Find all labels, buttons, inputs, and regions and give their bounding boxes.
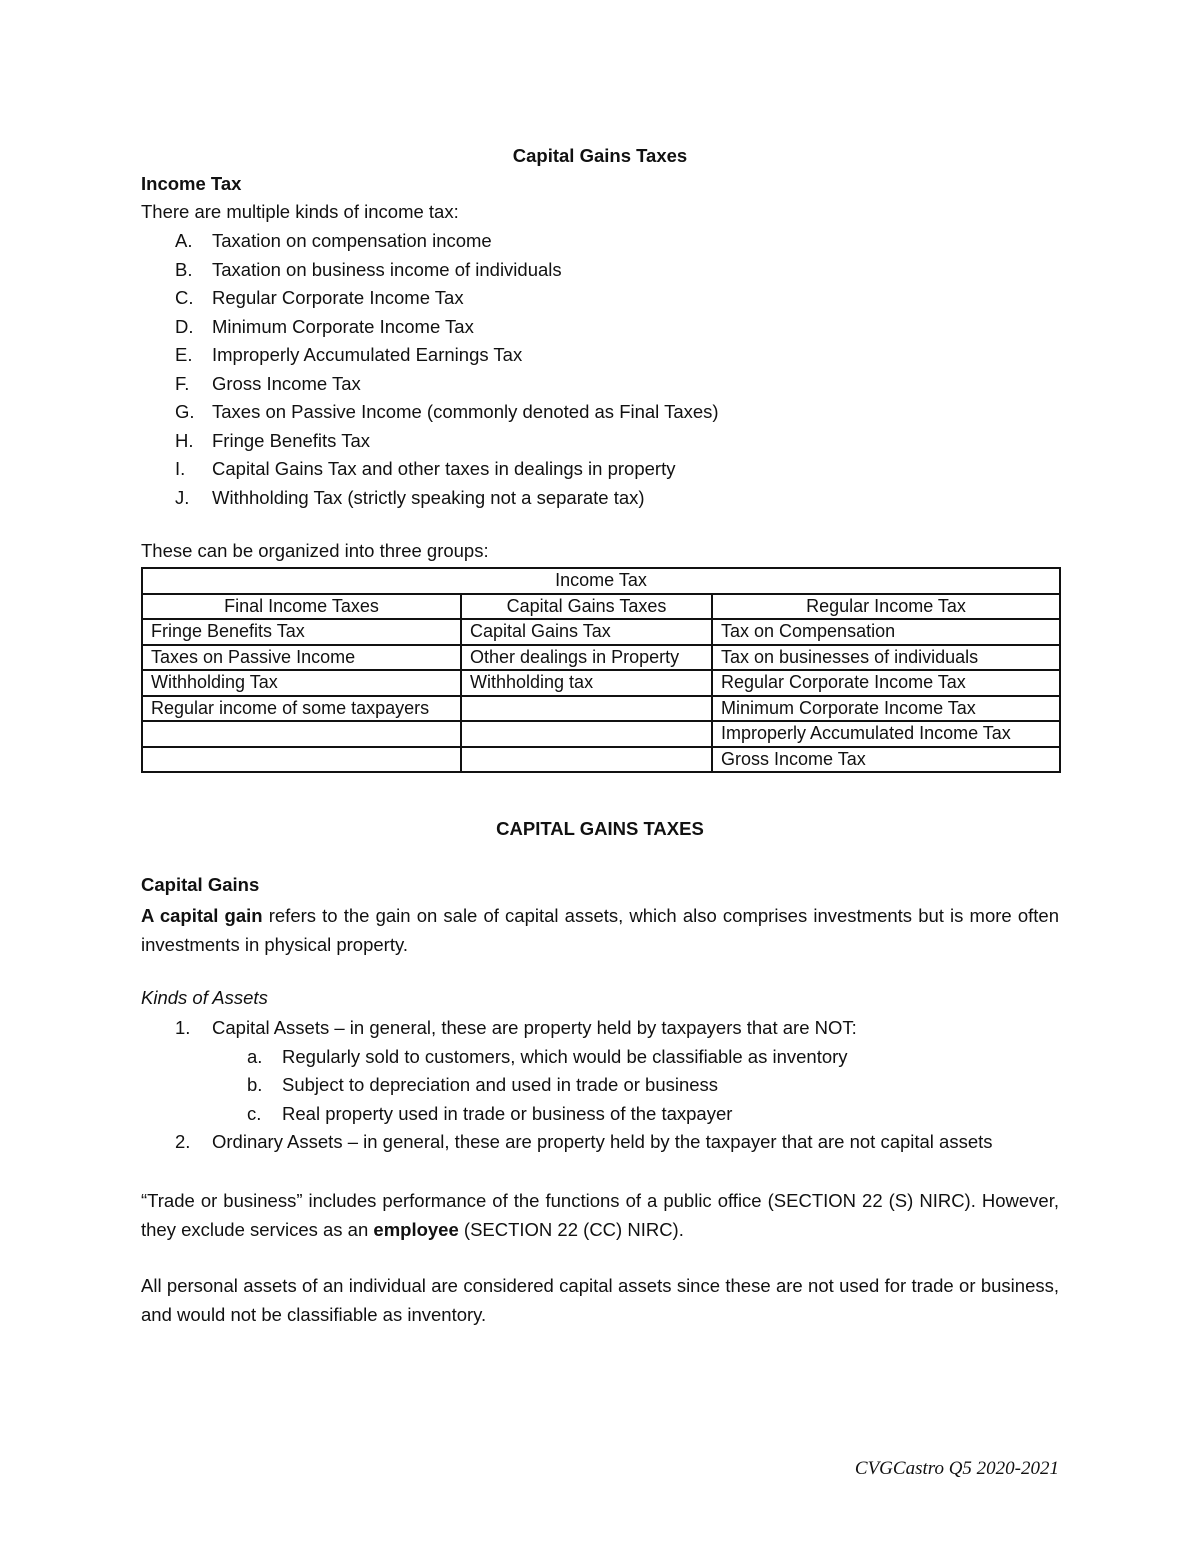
list-text: Fringe Benefits Tax — [212, 429, 371, 451]
definition-article: A — [141, 905, 160, 926]
table-cell: Capital Gains Tax — [461, 619, 712, 645]
sub-list-marker: a. — [247, 1045, 263, 1067]
table-cell: Fringe Benefits Tax — [142, 619, 461, 645]
list-marker: 2. — [175, 1131, 191, 1152]
table-cell: Withholding tax — [461, 670, 712, 696]
groups-intro: These can be organized into three groups: — [141, 540, 489, 561]
page-footer: CVGCastro Q5 2020-2021 — [854, 1458, 1059, 1479]
table-cell: Gross Income Tax — [712, 747, 1060, 773]
income-tax-intro: There are multiple kinds of income tax: — [141, 201, 459, 222]
table-cell — [142, 747, 461, 773]
table-row — [142, 696, 1060, 722]
kinds-of-assets-heading: Kinds of Assets — [141, 987, 268, 1008]
table-cell — [142, 721, 461, 747]
table-cell — [461, 721, 712, 747]
list-text: Capital Assets – in general, these are property held by taxpayers that are NOT: — [212, 1017, 857, 1038]
table-row — [142, 747, 1060, 773]
list-text: Capital Gains Tax and other taxes in dealings in property — [212, 458, 676, 479]
list-marker: I. — [175, 458, 186, 479]
table-cell: Regular income of some taxpayers — [142, 696, 461, 722]
list-marker: D. — [175, 315, 194, 337]
list-text: Improperly Accumulated Earnings Tax — [212, 344, 523, 365]
list-text: Withholding Tax (strictly speaking not a separate tax) — [212, 486, 645, 508]
definition-text: refers to the gain on sale of capital assets, which also comprises investments but is more often investments in physical property. — [141, 905, 1059, 955]
list-marker: H. — [175, 429, 194, 451]
table-row — [142, 645, 1060, 671]
sub-list-marker: b. — [247, 1074, 263, 1095]
list-text: Taxation on compensation income — [212, 230, 492, 251]
list-marker: A. — [175, 230, 193, 251]
sub-list-text: Subject to depreciation and used in trade or business — [282, 1074, 719, 1095]
list-text: Ordinary Assets – in general, these are property held by the taxpayer that are not capital assets — [212, 1131, 993, 1152]
capital-gain-definition — [141, 902, 1059, 959]
table-cell: Minimum Corporate Income Tax — [712, 696, 1060, 722]
income-tax-groups-table — [141, 567, 1061, 773]
table-row — [142, 619, 1060, 645]
table-cell: Tax on Compensation — [712, 619, 1060, 645]
list-marker: B. — [175, 258, 193, 280]
table-cell: Improperly Accumulated Income Tax — [712, 721, 1060, 747]
sub-list-text: Regularly sold to customers, which would be classifiable as inventory — [282, 1045, 848, 1067]
sub-list-text: Real property used in trade or business of the taxpayer — [282, 1102, 733, 1124]
paragraph-text: (SECTION 22 (CC) NIRC). — [458, 1218, 684, 1240]
table-cell: Withholding Tax — [142, 670, 461, 696]
list-text: Taxes on Passive Income (commonly denoted as Final Taxes) — [212, 401, 719, 422]
column-header: Final Income Taxes — [142, 594, 461, 620]
list-marker: G. — [175, 401, 195, 422]
section-title: CAPITAL GAINS TAXES — [496, 818, 704, 839]
paragraph-text: “Trade or business” includes performance of the functions of a public office (SECTION 22 (S) NIRC). However, they exclude services as an — [141, 1190, 1059, 1240]
list-text: Gross Income Tax — [212, 372, 361, 394]
table-row — [142, 670, 1060, 696]
personal-assets-paragraph: All personal assets of an individual are considered capital assets since these are not used for trade or business, and would not be classifiable as inventory. — [141, 1275, 1059, 1325]
list-text: Regular Corporate Income Tax — [212, 287, 464, 308]
table-cell: Other dealings in Property — [461, 645, 712, 671]
table-cell: Regular Corporate Income Tax — [712, 670, 1060, 696]
list-marker: F. — [175, 372, 190, 394]
table-cell: Tax on businesses of individuals — [712, 645, 1060, 671]
table-cell — [461, 747, 712, 773]
table-row — [142, 721, 1060, 747]
list-marker: C. — [175, 287, 194, 308]
document-title: Capital Gains Taxes — [512, 145, 688, 166]
list-marker: E. — [175, 344, 193, 365]
list-text: Minimum Corporate Income Tax — [212, 315, 474, 337]
income-tax-heading: Income Tax — [141, 173, 242, 194]
sub-list-marker: c. — [247, 1102, 262, 1124]
table-header-row — [142, 594, 1060, 620]
table-title-row — [142, 568, 1060, 594]
table-cell — [461, 696, 712, 722]
list-text: Taxation on business income of individuals — [212, 258, 562, 280]
capital-gains-heading: Capital Gains — [141, 874, 260, 895]
column-header: Regular Income Tax — [712, 594, 1060, 620]
list-marker: J. — [175, 486, 190, 508]
table-cell: Taxes on Passive Income — [142, 645, 461, 671]
defined-term: capital gain — [159, 905, 263, 926]
list-marker: 1. — [175, 1017, 191, 1038]
column-header: Capital Gains Taxes — [461, 594, 712, 620]
trade-or-business-paragraph — [141, 1187, 1059, 1244]
emphasized-term: employee — [373, 1218, 459, 1240]
table-title: Income Tax — [142, 568, 1060, 594]
